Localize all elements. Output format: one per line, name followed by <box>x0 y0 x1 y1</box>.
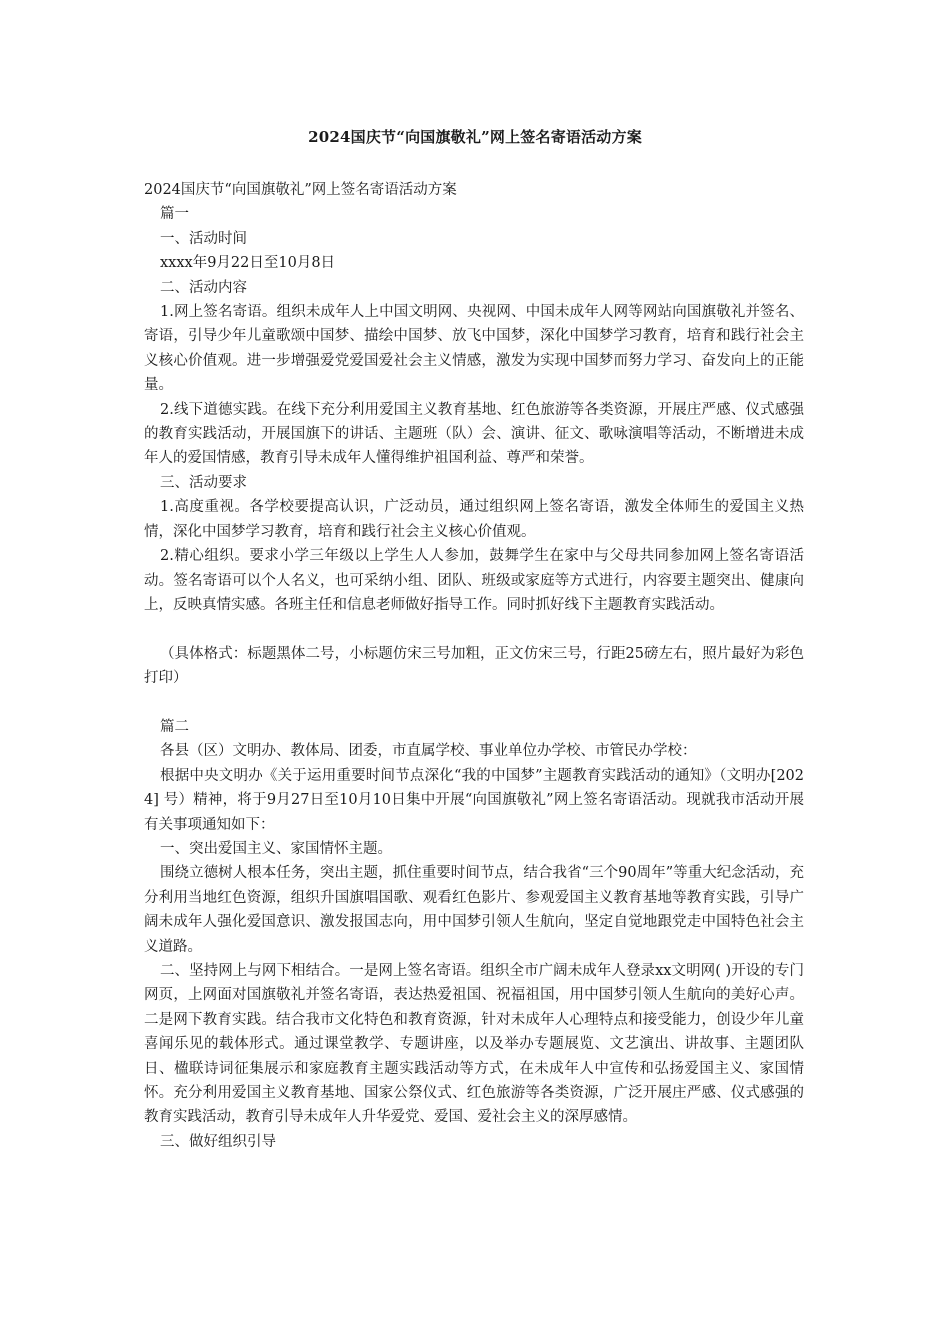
part1-section1-text: xxxx年9月22日至10月8日 <box>160 255 336 272</box>
document-body <box>144 178 804 1154</box>
part1-section3-paragraph2: 2.精心组织。要求小学三年级以上学生人人参加，鼓舞学生在家中与父母共同参加网上签名寄语活动。签名寄语可以个人名义，也可采纳小组、团队、班级或家庭等方式进行，内容要主题突出、健康向上，反映真情实感。各班主任和信息老师做好指导工作。同时抓好线下主题教育实践活动。 <box>144 548 804 613</box>
part1-section2-paragraph1: 1.网上签名寄语。组织未成年人上中国文明网、央视网、中国未成年人网等网站向国旗敬礼并签名、寄语，引导少年儿童歌颂中国梦、描绘中国梦、放飞中国梦，深化中国梦学习教育，培育和践行社会主义核心价值观。进一步增强爱党爱国爱社会主义情感，激发为实现中国梦而努力学习、奋发向上的正能量。 <box>144 304 804 394</box>
part2-section1-text: 围绕立德树人根本任务，突出主题，抓住重要时间节点，结合我省“三个90周年”等重大纪念活动，充分利用当地红色资源，组织升国旗唱国歌、观看红色影片、参观爱国主义教育基地等教育实践，引导广阔未成年人强化爱国意识、激发报国志向，用中国梦引领人生航向，坚定自觉地跟党走中国特色社会主义道路。 <box>144 865 804 955</box>
document-title: 2024国庆节“向国旗敬礼”网上签名寄语活动方案 <box>308 128 642 146</box>
part2-heading: 篇二 <box>160 718 189 735</box>
part1-section2-title: 二、活动内容 <box>160 279 247 296</box>
part2-section1-title: 一、突出爱国主义、家国情怀主题。 <box>160 840 392 857</box>
part2-section2-text: 二、坚持网上与网下相结合。一是网上签名寄语。组织全市广阔未成年人登录xx文明网( )开设的专门网页，上网面对国旗敬礼并签名寄语，表达热爱祖国、祝福祖国，用中国梦引领人生航向的美好心声。二是网下教育实践。结合我市文化特色和教育资源，针对未成年人心理特点和接受能力，创设少年儿童喜闻乐见的载体形式。通过课堂教学、专题讲座，以及举办专题展览、文艺演出、讲故事、主题团队日、楹联诗词征集展示和家庭教育主题实践活动等方式，在未成年人中宣传和弘扬爱国主义、家国情怀。充分利用爱国主义教育基地、国家公祭仪式、红色旅游等各类资源，广泛开展庄严感、仪式感强的教育实践活动，教育引导未成年人升华爱党、爱国、爱社会主义的深厚感情。 <box>144 962 804 1126</box>
part2-intro: 根据中央文明办《关于运用重要时间节点深化“我的中国梦”主题教育实践活动的通知》（文明办[2024] 号）精神，将于9月27日至10月10日集中开展“向国旗敬礼”网上签名寄语活动。现就我市活动开展有关事项通知如下： <box>144 767 804 833</box>
format-note: （具体格式：标题黑体二号，小标题仿宋三号加粗，正文仿宋三号，行距25磅左右，照片最好为彩色打印） <box>144 645 804 687</box>
part1-section3-paragraph1: 1.高度重视。各学校要提高认识，广泛动员，通过组织网上签名寄语，激发全体师生的爱国主义热情，深化中国梦学习教育，培育和践行社会主义核心价值观。 <box>144 499 804 540</box>
spacer <box>144 617 804 641</box>
part1-section1-title: 一、活动时间 <box>160 230 247 247</box>
part1-section3-title: 三、活动要求 <box>160 474 247 491</box>
document-subtitle: 2024国庆节“向国旗敬礼”网上签名寄语活动方案 <box>144 182 457 198</box>
part1-heading: 篇一 <box>160 206 189 223</box>
spacer <box>144 691 804 715</box>
part1-section2-paragraph2: 2.线下道德实践。在线下充分利用爱国主义教育基地、红色旅游等各类资源，开展庄严感、仪式感强的教育实践活动，开展国旗下的讲话、主题班（队）会、演讲、征文、歌咏演唱等活动，不断增进未成年人的爱国情感，教育引导未成年人懂得维护祖国利益、尊严和荣誉。 <box>144 401 804 467</box>
part2-section3-title: 三、做好组织引导 <box>160 1133 276 1150</box>
part2-addressee: 各县（区）文明办、教体局、团委，市直属学校、事业单位办学校、市管民办学校： <box>160 743 697 760</box>
